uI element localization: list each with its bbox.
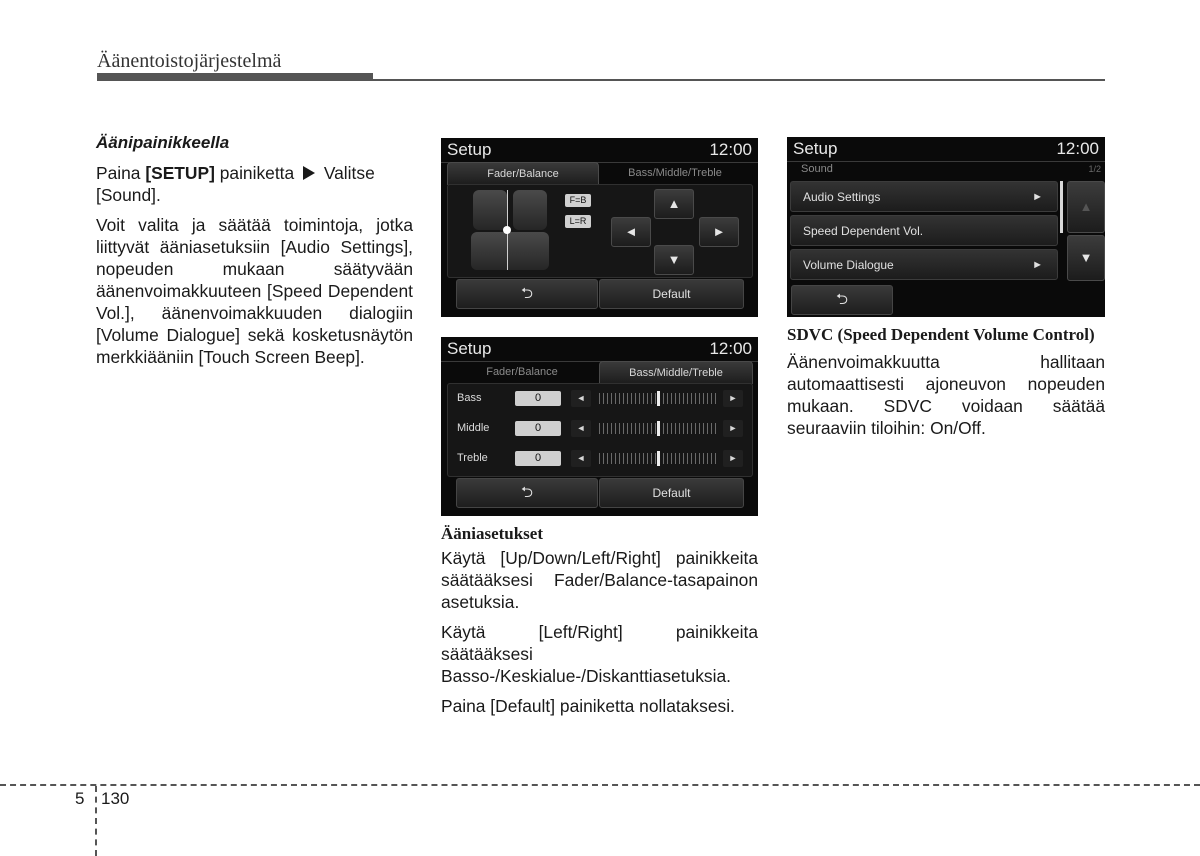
p1-mid: painiketta xyxy=(214,163,299,183)
middle-column xyxy=(441,523,758,725)
screen-clock: 12:00 xyxy=(1056,139,1099,158)
default-button[interactable]: Default xyxy=(599,279,744,309)
middle-paragraph-3: Paina [Default] painiketta nollataksesi. xyxy=(441,696,735,716)
back-icon: ⮌ xyxy=(520,484,533,501)
right-column xyxy=(787,324,1105,447)
menu-item-label: Audio Settings xyxy=(803,190,881,204)
subheading: Äänipainikkeella xyxy=(96,133,230,152)
scroll-up-button[interactable]: ▲ xyxy=(1067,181,1105,233)
eq-slider-knob[interactable] xyxy=(657,421,660,436)
eq-slider-track[interactable] xyxy=(599,423,717,434)
middle-heading: Ääniasetukset xyxy=(441,524,544,543)
footer-rule xyxy=(0,784,1200,786)
footer-divider xyxy=(95,786,97,856)
screen-clock: 12:00 xyxy=(709,339,752,358)
chevron-right-icon: ► xyxy=(1032,259,1043,271)
menu-item-volume-dialogue[interactable] xyxy=(790,249,1058,280)
eq-decrease-button[interactable]: ◄ xyxy=(571,390,591,407)
eq-row-label: Middle xyxy=(457,422,490,434)
eq-slider-knob[interactable] xyxy=(657,391,660,406)
eq-increase-button[interactable]: ► xyxy=(723,390,743,407)
fader-tag: F=B xyxy=(565,194,591,207)
right-button[interactable]: ► xyxy=(699,217,739,247)
middle-paragraph-2: Käytä [Left/Right] painikkeita säätääksesi Basso-/Keskialue-/Diskanttiasetuksia. xyxy=(441,622,758,686)
chevron-right-icon: ► xyxy=(1032,191,1043,203)
p1-pre: Paina xyxy=(96,163,146,183)
header-rule-accent xyxy=(97,73,373,81)
screen-title: Setup xyxy=(447,140,492,159)
tab-bass-middle-treble[interactable]: Bass/Middle/Treble xyxy=(599,361,753,384)
tab-fader-balance[interactable]: Fader/Balance xyxy=(447,162,599,185)
back-icon: ⮌ xyxy=(835,291,848,308)
page-number: 130 xyxy=(101,789,130,808)
eq-value: 0 xyxy=(515,451,561,466)
eq-row-label: Bass xyxy=(457,392,482,404)
right-paragraph-1: Äänenvoimakkuutta hallitaan automaattisesti ajoneuvon nopeuden mukaan. SDVC voidaan säätää seuraaviin tiloihin: On/Off. xyxy=(787,352,1105,438)
menu-item-label: Speed Dependent Vol. xyxy=(803,224,924,238)
eq-slider-knob[interactable] xyxy=(657,451,660,466)
eq-increase-button[interactable]: ► xyxy=(723,420,743,437)
page-indicator: 1/2 xyxy=(1088,164,1101,174)
down-button[interactable]: ▼ xyxy=(654,245,694,275)
right-heading: SDVC (Speed Dependent Volume Control) xyxy=(787,325,1095,344)
screen-sound-menu xyxy=(787,137,1105,317)
eq-row-treble xyxy=(447,450,751,468)
title-divider xyxy=(787,161,1105,162)
eq-increase-button[interactable]: ► xyxy=(723,450,743,467)
screen-title: Setup xyxy=(793,139,838,158)
setup-key-label: [SETUP] xyxy=(145,163,215,183)
left-button[interactable]: ◄ xyxy=(611,217,651,247)
scroll-down-button[interactable]: ▼ xyxy=(1067,235,1105,281)
back-button[interactable] xyxy=(456,478,598,508)
tab-fader-balance[interactable]: Fader/Balance xyxy=(486,366,558,378)
left-paragraph-1 xyxy=(96,162,413,206)
left-column xyxy=(96,132,413,376)
section-title: Äänentoistojärjestelmä xyxy=(97,50,282,72)
balance-point xyxy=(503,226,511,234)
back-icon: ⮌ xyxy=(520,285,533,302)
scrollbar[interactable] xyxy=(1060,181,1063,233)
default-button[interactable]: Default xyxy=(599,478,744,508)
eq-value: 0 xyxy=(515,421,561,436)
submenu-title: Sound xyxy=(801,163,833,175)
chapter-number: 5 xyxy=(75,789,85,808)
left-paragraph-2: Voit valita ja säätää toimintoja, jotka liittyvät ääniasetuksiin [Audio Settings], nopeuden mukaan säätyvään äänenvoimakkuuteen [Speed Dependent Vol.], äänenvoimakkuuden dialogiin [Volume Dialogue] sekä kosketusnäytön merkkiääniin [Touch Screen Beep]. xyxy=(96,215,413,367)
middle-paragraph-1: Käytä [Up/Down/Left/Right] painikkeita säätääksesi Fader/Balance-tasapainon asetuksia. xyxy=(441,548,758,612)
eq-row-label: Treble xyxy=(457,452,488,464)
p1-post: Valitse [Sound]. xyxy=(96,163,375,205)
screen-fader-balance xyxy=(441,138,758,317)
screen-clock: 12:00 xyxy=(709,140,752,159)
seat-rear xyxy=(471,232,549,270)
eq-decrease-button[interactable]: ◄ xyxy=(571,420,591,437)
eq-value: 0 xyxy=(515,391,561,406)
menu-item-speed-dependent-vol[interactable] xyxy=(790,215,1058,246)
menu-item-audio-settings[interactable] xyxy=(790,181,1058,212)
tab-bass-middle-treble[interactable]: Bass/Middle/Treble xyxy=(628,167,722,179)
eq-row-middle xyxy=(447,420,751,438)
seat-front-right xyxy=(513,190,547,230)
eq-decrease-button[interactable]: ◄ xyxy=(571,450,591,467)
screen-title: Setup xyxy=(447,339,492,358)
arrow-right-icon xyxy=(303,166,315,180)
back-button[interactable] xyxy=(791,285,893,315)
eq-slider-track[interactable] xyxy=(599,453,717,464)
eq-slider-track[interactable] xyxy=(599,393,717,404)
up-button[interactable]: ▲ xyxy=(654,189,694,219)
menu-item-label: Volume Dialogue xyxy=(803,258,894,272)
seat-front-left xyxy=(473,190,507,230)
back-button[interactable] xyxy=(456,279,598,309)
balance-tag: L=R xyxy=(565,215,591,228)
screen-bass-middle-treble xyxy=(441,337,758,516)
eq-row-bass xyxy=(447,390,751,408)
